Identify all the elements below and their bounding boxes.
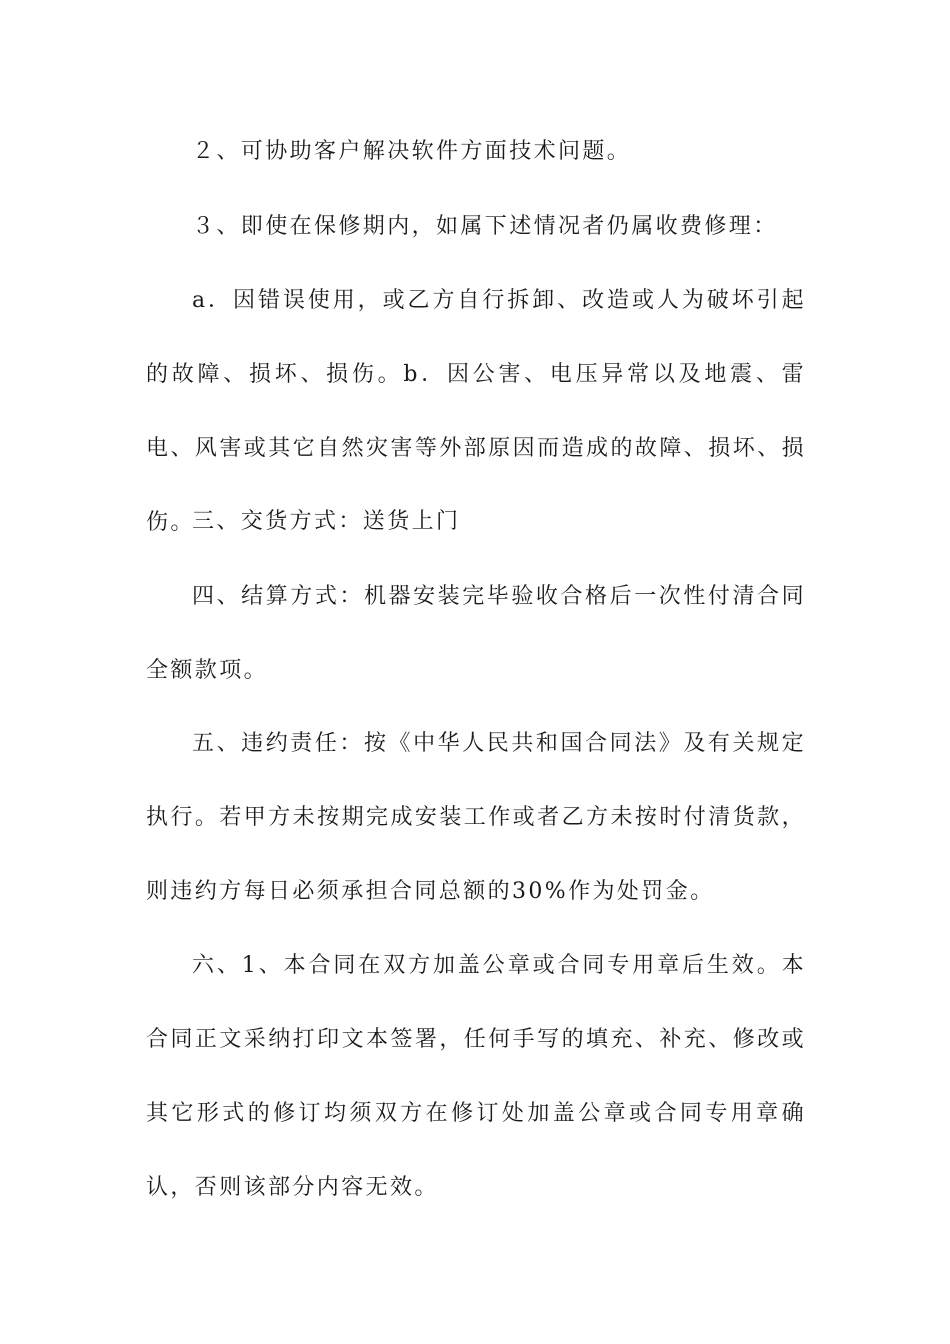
paragraph-contract-effectiveness: 六、1、本合同在双方加盖公章或合同专用章后生效。本合同正文采纳打印文本签署，任何手写的填充、补充、修改或其它形式的修订均须双方在修订处加盖公章或合同专用章确认，否则该部分内容无效。 (146, 953, 806, 1200)
paragraph-delivery-method: 三、交货方式：送货上门 (192, 509, 461, 534)
paragraph-settlement-method: 四、结算方式：机器安装完毕验收合格后一次性付清合同全额款项。 (146, 584, 806, 683)
paragraph-breach-liability: 五、违约责任：按《中华人民共和国合同法》及有关规定执行。若甲方未按期完成安装工作或者乙方未按时付清货款，则违约方每日必须承担合同总额的30%作为处罚金。 (146, 731, 806, 904)
paragraph-paid-repair-conditions: ３、即使在保修期内，如属下述情况者仍属收费修理： (192, 214, 778, 239)
paragraph-software-support: ２、可协助客户解决软件方面技术问题。 (192, 139, 632, 164)
paragraph-repair-exceptions: a．因错误使用，或乙方自行拆卸、改造或人为破坏引起的故障、损坏、损伤。b．因公害、电压异常以及地震、雷电、风害或其它自然灾害等外部原因而造成的故障、损坏、损伤。 (146, 288, 806, 535)
